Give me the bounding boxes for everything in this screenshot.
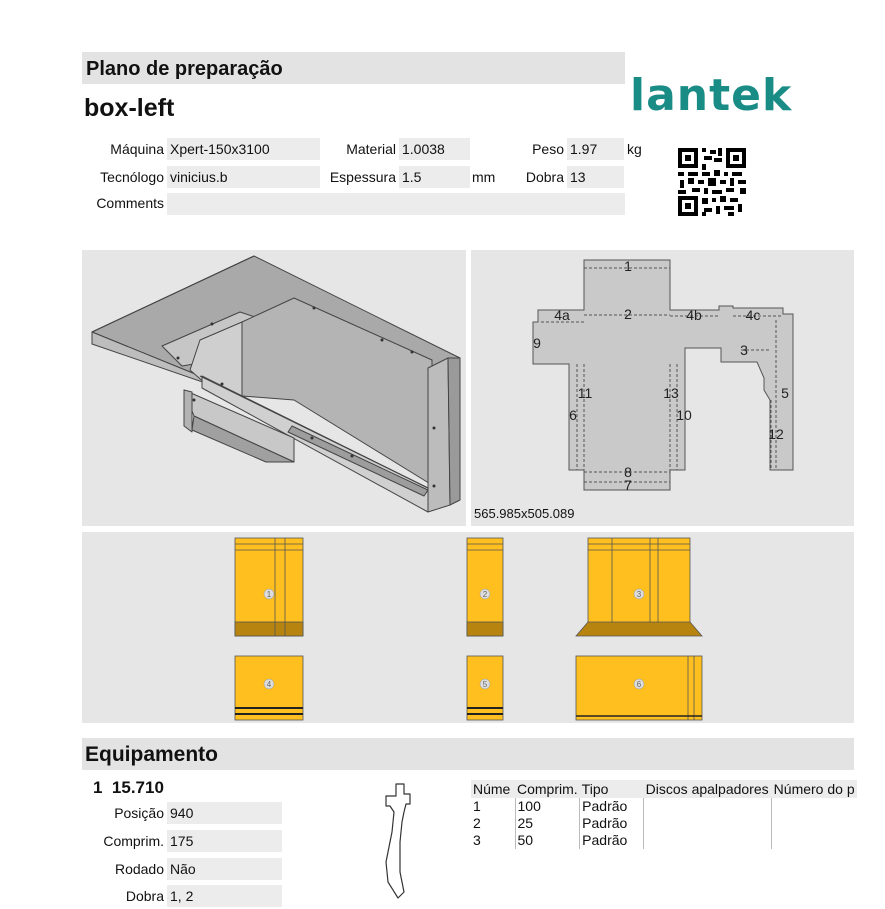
bend-label-12: 12 [768, 426, 784, 442]
technologist-value: vinicius.b [167, 166, 320, 188]
column-header-length: Comprim. [517, 781, 578, 797]
length-value: 175 [167, 830, 282, 852]
table-row [471, 798, 857, 815]
bend-label-8: 8 [624, 464, 632, 480]
step-number-6: 6 [636, 680, 642, 689]
bend-label-4b: 4b [686, 307, 702, 323]
column-header-number: Núme [471, 780, 515, 798]
step-number-2: 2 [482, 590, 488, 599]
machine-label: Máquina [110, 141, 164, 157]
flat-pattern-panel [471, 250, 854, 526]
material-label: Material [346, 141, 396, 157]
table-cell [644, 832, 772, 849]
table-cell: Padrão [580, 832, 644, 849]
qr-code-icon [678, 148, 746, 216]
position-label: Posição [114, 805, 164, 821]
table-cell: 2 [473, 815, 481, 831]
table-cell: Padrão [580, 798, 644, 815]
weight-label: Peso [532, 141, 564, 157]
bend-label-2: 2 [624, 306, 632, 322]
table-cell [772, 798, 857, 815]
comments-value [167, 193, 625, 215]
bend-label-11: 11 [577, 385, 593, 401]
3d-view-panel [82, 250, 466, 526]
bend-label-1: 1 [624, 258, 632, 274]
length-label: Comprim. [103, 833, 164, 849]
table-cell [644, 798, 772, 815]
weight-value: 1.97 [567, 138, 624, 160]
document-title: Plano de preparação [86, 58, 283, 80]
table-cell [772, 815, 857, 832]
table-cell [644, 815, 772, 832]
bend-label: Dobra [525, 169, 564, 185]
step-number-4: 4 [266, 680, 272, 689]
technologist-label: Tecnólogo [100, 169, 164, 185]
table-row [471, 832, 857, 849]
flat-dimensions: 565.985x505.089 [474, 506, 575, 521]
table-header-row [471, 780, 857, 798]
bend-label-9: 9 [533, 335, 541, 351]
bend-number-label: Dobra [125, 888, 164, 904]
table-cell: 1 [473, 798, 481, 814]
lantek-logo: lantek [630, 70, 793, 121]
step-number-3: 3 [636, 590, 642, 599]
equipment-title: Equipamento [85, 743, 219, 766]
step-number-5: 5 [482, 680, 488, 689]
bend-label-5: 5 [781, 385, 789, 401]
bend-label-4c: 4c [745, 307, 761, 323]
thickness-label: Espessura [329, 169, 396, 185]
bend-step-1 [235, 538, 303, 636]
bend-step-3 [576, 538, 702, 636]
tool-id [93, 778, 164, 798]
bend-steps [82, 532, 854, 723]
table-cell: 50 [515, 832, 580, 849]
part-name: box-left [84, 94, 175, 122]
tool-code: 15.710 [111, 778, 164, 797]
table-cell: 25 [515, 815, 580, 832]
step-number-1: 1 [266, 590, 272, 599]
bend-label-6: 6 [569, 407, 577, 423]
bend-value: 13 [567, 166, 624, 188]
thickness-value: 1.5 [399, 166, 470, 188]
tool-index: 1 [93, 778, 103, 797]
bend-step-2 [467, 538, 503, 636]
bend-label-10: 10 [676, 407, 692, 423]
column-header-number-of: Número do p [773, 781, 855, 797]
bend-steps-panel [82, 532, 854, 723]
column-header-type: Tipo [580, 780, 644, 798]
column-header-probe-discs: Discos apalpadores [644, 780, 772, 798]
tool-segments-table [471, 780, 857, 849]
table-cell: 3 [473, 832, 481, 848]
rotated-label: Rodado [114, 861, 164, 877]
bend-label-7: 7 [624, 477, 632, 493]
table-cell [772, 832, 857, 849]
thickness-unit: mm [472, 169, 496, 185]
machine-value: Xpert-150x3100 [167, 138, 320, 160]
bend-number-value: 1, 2 [167, 885, 282, 907]
weight-unit: kg [627, 141, 642, 157]
position-value: 940 [167, 802, 282, 824]
table-cell: Padrão [580, 815, 644, 832]
material-value: 1.0038 [399, 138, 470, 160]
flat-pattern [471, 250, 854, 526]
bend-label-3: 3 [740, 342, 748, 358]
table-cell: 100 [515, 798, 580, 815]
bend-label-13: 13 [663, 385, 679, 401]
rotated-value: Não [167, 858, 282, 880]
bend-label-4a: 4a [554, 307, 570, 323]
part-3d-view [82, 250, 466, 526]
table-row [471, 815, 857, 832]
comments-label: Comments [96, 195, 164, 211]
punch-tool-icon [380, 782, 420, 902]
